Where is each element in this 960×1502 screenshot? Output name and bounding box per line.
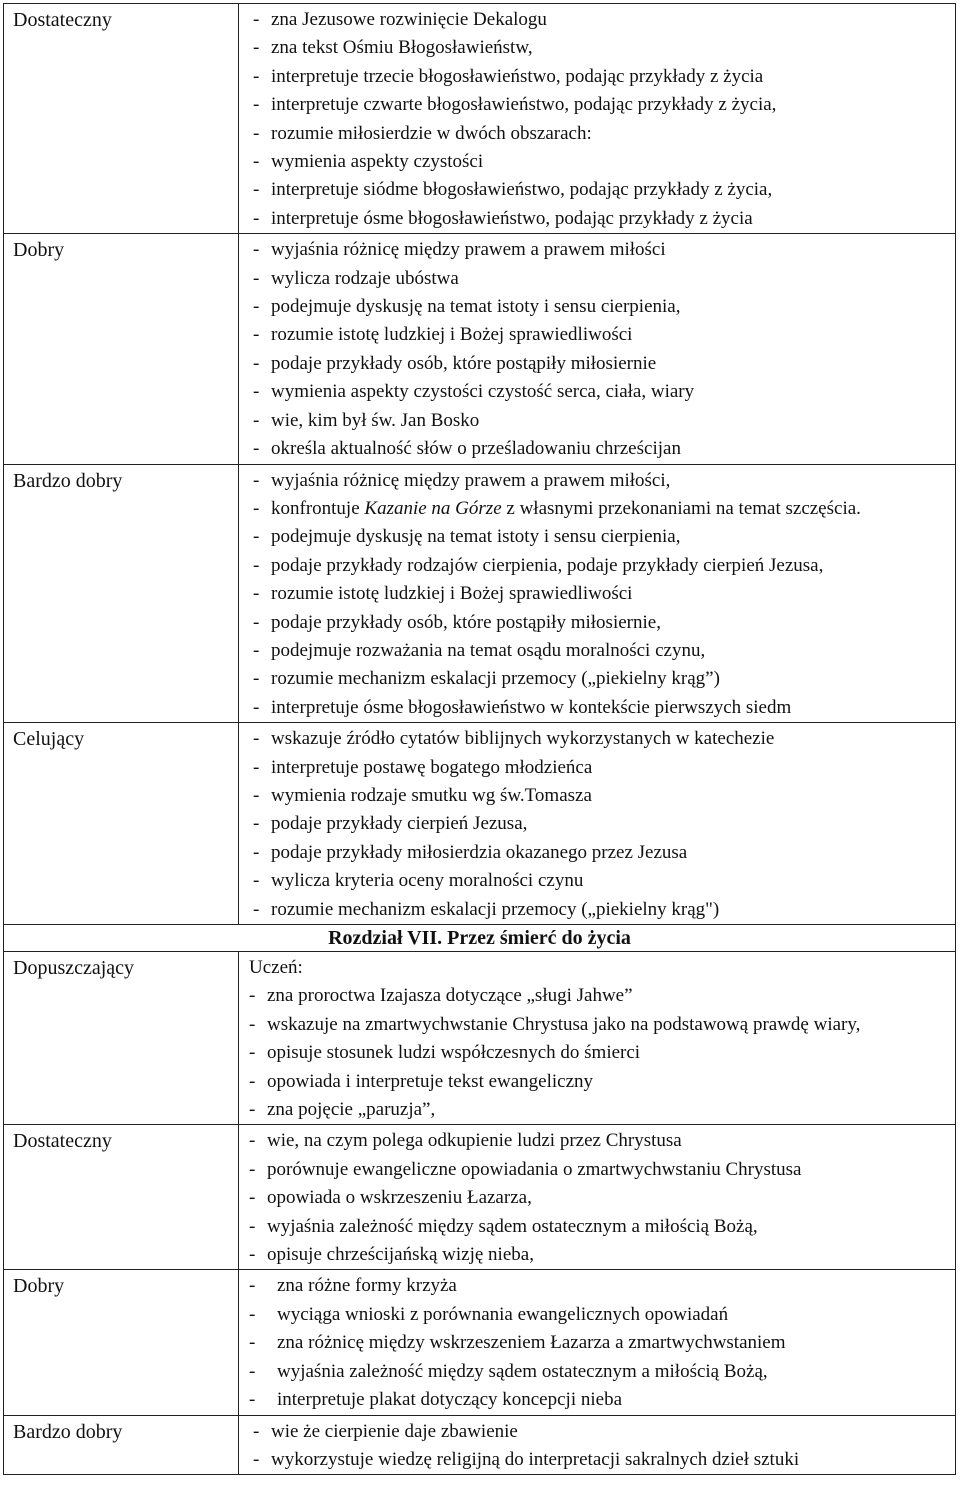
list-item: - interpretuje siódme błogosławieństwo, podając przykłady z życia, (239, 176, 955, 204)
section-title: Rozdział VII. Przez śmierć do życia (4, 925, 956, 952)
list-item: - zna proroctwa Izajasza dotyczące „sługi Jahwe” (239, 982, 955, 1010)
grade-row-dobry-2 (4, 1270, 956, 1415)
requirements-cell (239, 723, 956, 925)
list-item: - zna pojęcie „paruzja”, (239, 1096, 955, 1124)
list-item: - podaje przykłady cierpień Jezusa, (239, 810, 955, 838)
list-item: - interpretuje postawę bogatego młodzieńca (239, 754, 955, 782)
requirements-cell (239, 4, 956, 234)
list-item: - rozumie istotę ludzkiej i Bożej sprawiedliwości (239, 580, 955, 608)
grade-label: Bardzo dobry (4, 1415, 239, 1475)
grade-label: Celujący (4, 723, 239, 925)
list-item: - interpretuje czwarte błogosławieństwo, podając przykłady z życia, (239, 91, 955, 119)
grade-row-celujacy (4, 723, 956, 925)
requirements-cell (239, 464, 956, 723)
list-item: - rozumie miłosierdzie w dwóch obszarach: (239, 120, 955, 148)
list-item: - opowiada o wskrzeszeniu Łazarza, (239, 1184, 955, 1212)
intro-label: Uczeń: (249, 957, 303, 978)
grade-row-bardzo-dobry-2 (4, 1415, 956, 1475)
list-item: - rozumie istotę ludzkiej i Bożej sprawiedliwości (239, 321, 955, 349)
grade-row-bardzo-dobry (4, 464, 956, 723)
grade-row-dostateczny (4, 4, 956, 234)
requirements-list (239, 725, 955, 924)
list-item: - wymienia aspekty czystości czystość serca, ciała, wiary (239, 378, 955, 406)
list-item: - wie że cierpienie daje zbawienie (239, 1418, 955, 1446)
work-title: Kazanie na Górze (364, 497, 502, 519)
grade-label: Dostateczny (4, 1125, 239, 1270)
list-item: - zna tekst Ośmiu Błogosławieństw, (239, 34, 955, 62)
list-item: - podejmuje rozważania na temat osądu moralności czynu, (239, 637, 955, 665)
list-item: - interpretuje trzecie błogosławieństwo, podając przykłady z życia (239, 63, 955, 91)
list-item: - podejmuje dyskusję na temat istoty i sensu cierpienia, (239, 293, 955, 321)
list-item: - interpretuje plakat dotyczący koncepcji nieba (239, 1386, 955, 1414)
list-item: - wyjaśnia różnicę między prawem a prawem miłości (239, 236, 955, 264)
list-item: - konfrontuje Kazanie na Górze z własnymi przekonaniami na temat szczęścia. (239, 495, 955, 523)
list-item: - wskazuje na zmartwychwstanie Chrystusa jako na podstawową prawdę wiary, (239, 1011, 955, 1039)
requirements-list (239, 1418, 955, 1475)
list-item: - interpretuje ósme błogosławieństwo w kontekście pierwszych siedm (239, 694, 955, 722)
list-item: - wymienia aspekty czystości (239, 148, 955, 176)
grade-label: Dopuszczający (4, 952, 239, 1125)
list-item: - wyjaśnia różnicę między prawem a prawem miłości, (239, 467, 955, 495)
requirements-list (239, 236, 955, 463)
list-item: - wylicza rodzaje ubóstwa (239, 265, 955, 293)
list-item: - wie, kim był św. Jan Bosko (239, 407, 955, 435)
list-item: - wykorzystuje wiedzę religijną do interpretacji sakralnych dzieł sztuki (239, 1446, 955, 1474)
list-item: - określa aktualność słów o prześladowaniu chrześcijan (239, 435, 955, 463)
list-item: - opisuje stosunek ludzi współczesnych do śmierci (239, 1039, 955, 1067)
list-item: - podaje przykłady osób, które postąpiły miłosiernie, (239, 609, 955, 637)
list-item: - zna Jezusowe rozwinięcie Dekalogu (239, 6, 955, 34)
requirements-list (239, 1272, 955, 1414)
grade-row-dopuszczajacy (4, 952, 956, 1125)
list-item: - zna różnicę między wskrzeszeniem Łazarza a zmartwychwstaniem (239, 1329, 955, 1357)
list-item: - opowiada i interpretuje tekst ewangeliczny (239, 1068, 955, 1096)
list-item: - rozumie mechanizm eskalacji przemocy („piekielny krąg”) (239, 665, 955, 693)
list-item: - podaje przykłady osób, które postąpiły miłosiernie (239, 350, 955, 378)
grade-row-dobry (4, 234, 956, 464)
requirements-list (239, 467, 955, 723)
list-item: - wyciąga wnioski z porównania ewangelicznych opowiadań (239, 1301, 955, 1329)
grade-label: Bardzo dobry (4, 464, 239, 723)
list-item: - wie, na czym polega odkupienie ludzi przez Chrystusa (239, 1127, 955, 1155)
requirements-list (239, 6, 955, 233)
list-item: - wskazuje źródło cytatów biblijnych wykorzystanych w katechezie (239, 725, 955, 753)
list-item: - podejmuje dyskusję na temat istoty i sensu cierpienia, (239, 523, 955, 551)
list-item: - rozumie mechanizm eskalacji przemocy („piekielny krąg") (239, 896, 955, 924)
grade-row-dostateczny-2 (4, 1125, 956, 1270)
list-item: - opisuje chrześcijańską wizję nieba, (239, 1241, 955, 1269)
list-item: - porównuje ewangeliczne opowiadania o zmartwychwstaniu Chrystusa (239, 1156, 955, 1184)
section-row (4, 925, 956, 952)
requirements-cell (239, 1415, 956, 1475)
list-item: - podaje przykłady rodzajów cierpienia, podaje przykłady cierpień Jezusa, (239, 552, 955, 580)
list-item: - interpretuje ósme błogosławieństwo, podając przykłady z życia (239, 205, 955, 233)
requirements-cell (239, 1270, 956, 1415)
grade-label: Dobry (4, 1270, 239, 1415)
grade-label: Dobry (4, 234, 239, 464)
grading-table (3, 3, 956, 1475)
requirements-list (239, 1127, 955, 1269)
list-item: - zna różne formy krzyża (239, 1272, 955, 1300)
requirements-cell (239, 1125, 956, 1270)
list-item: - wyjaśnia zależność między sądem ostatecznym a miłością Bożą, (239, 1358, 955, 1386)
list-item: - podaje przykłady miłosierdzia okazanego przez Jezusa (239, 839, 955, 867)
grade-label: Dostateczny (4, 4, 239, 234)
requirements-cell (239, 234, 956, 464)
requirements-list (239, 982, 955, 1124)
list-item: - wylicza kryteria oceny moralności czynu (239, 867, 955, 895)
requirements-cell (239, 952, 956, 1125)
list-item: - wymienia rodzaje smutku wg św.Tomasza (239, 782, 955, 810)
list-item: - wyjaśnia zależność między sądem ostatecznym a miłością Bożą, (239, 1213, 955, 1241)
